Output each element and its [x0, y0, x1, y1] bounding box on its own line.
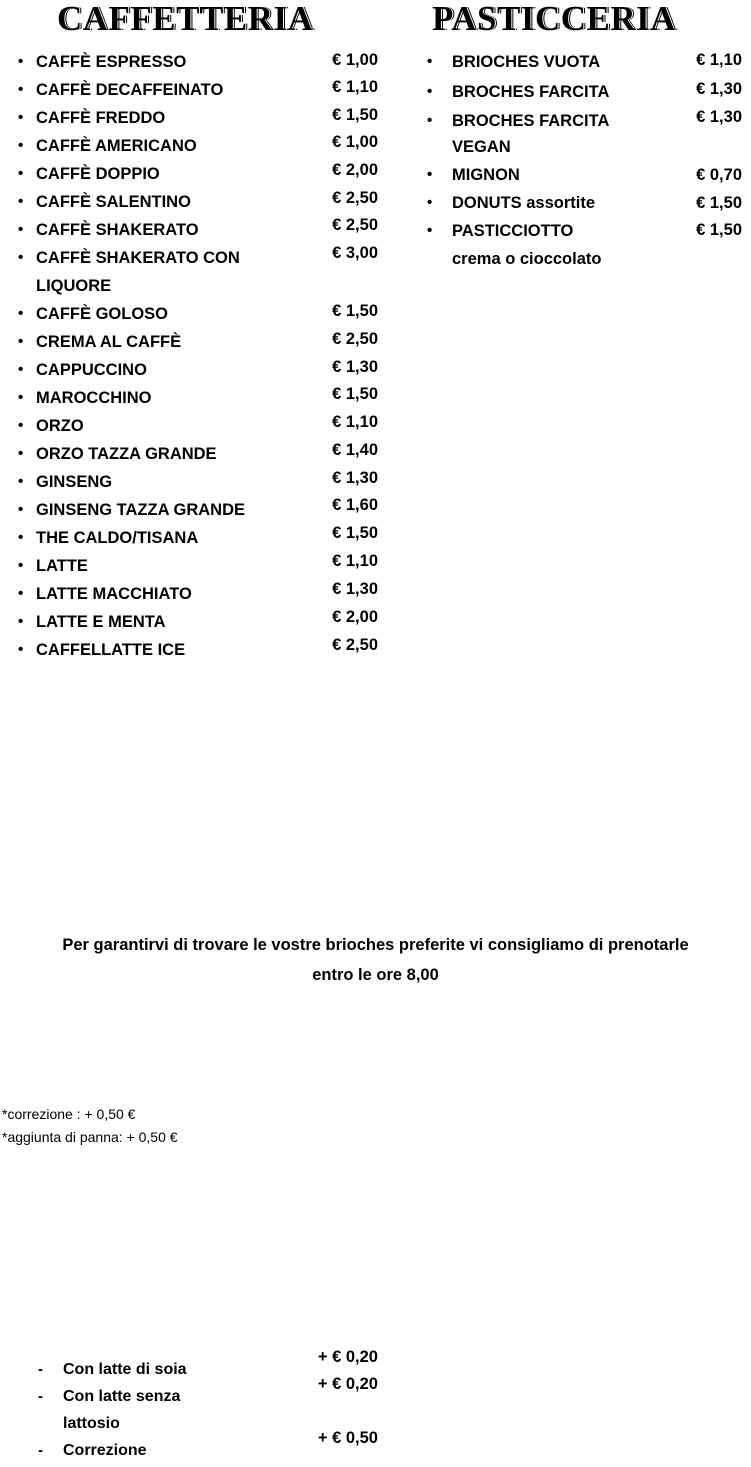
menu-item-price: € 1,60 — [332, 496, 378, 514]
dot-bullet-icon: • — [18, 53, 24, 70]
menu-item-price: € 2,50 — [332, 330, 378, 348]
dot-bullet-icon: • — [18, 137, 24, 154]
menu-item-label: CAFFELLATTE ICE — [36, 641, 186, 659]
menu-item-price: € 1,10 — [332, 78, 378, 96]
dot-bullet-icon: • — [18, 501, 24, 518]
menu-item-price: € 0,70 — [696, 166, 742, 184]
dot-bullet-icon: • — [18, 109, 24, 126]
dot-bullet-icon: • — [18, 557, 24, 574]
menu-item-price: € 1,50 — [696, 221, 742, 239]
menu-item-label: ORZO TAZZA GRANDE — [36, 445, 217, 463]
dash-bullet-icon: - — [38, 1388, 43, 1405]
menu-item-price: € 1,00 — [332, 133, 378, 151]
dot-bullet-icon: • — [18, 613, 24, 630]
dot-bullet-icon: • — [18, 165, 24, 182]
dot-bullet-icon: • — [18, 81, 24, 98]
menu-item-label: crema o cioccolato — [452, 250, 602, 268]
menu-item-label: CAFFÈ FREDDO — [36, 109, 166, 127]
menu-item-label: VEGAN — [452, 138, 511, 156]
menu-item-price: € 1,30 — [332, 358, 378, 376]
notice-line: entro le ore 8,00 — [312, 966, 439, 984]
menu-item-price: € 2,00 — [332, 608, 378, 626]
menu-item-label: MAROCCHINO — [36, 389, 152, 407]
dot-bullet-icon: • — [18, 445, 24, 462]
menu-item-label: CAFFÈ ESPRESSO — [36, 53, 187, 71]
menu-item-price: € 1,10 — [332, 552, 378, 570]
caffetteria-addon-list — [0, 666, 400, 1467]
footnote-line: *correzione : + 0,50 € — [2, 1106, 136, 1122]
menu-item-label: CAPPUCCINO — [36, 361, 147, 379]
menu-item-price: € 1,50 — [332, 385, 378, 403]
menu-item-price: + € 0,50 — [317, 1429, 378, 1447]
dot-bullet-icon: • — [427, 194, 433, 211]
menu-item-label: BRIOCHES VUOTA — [452, 53, 601, 71]
menu-item-label: Correzione — [63, 1442, 147, 1459]
menu-item-label: DONUTS assortite — [452, 194, 596, 212]
caffetteria-item-list — [0, 0, 400, 666]
menu-item-price: € 1,30 — [696, 80, 742, 98]
menu-item-label: BROCHES FARCITA — [452, 83, 610, 101]
menu-item-label: LATTE — [36, 557, 88, 575]
dash-bullet-icon: - — [38, 1361, 43, 1378]
menu-item-price: € 2,50 — [332, 189, 378, 207]
dot-bullet-icon: • — [427, 166, 433, 183]
menu-item-label: CREMA AL CAFFÈ — [36, 333, 182, 351]
menu-item-price: € 2,50 — [332, 636, 378, 654]
menu-item-price: € 1,00 — [332, 51, 378, 69]
dot-bullet-icon: • — [18, 585, 24, 602]
menu-item-label: CAFFÈ SHAKERATO CON — [36, 249, 240, 267]
pasticceria-column — [405, 0, 751, 275]
menu-item-label: PASTICCIOTTO — [452, 222, 574, 240]
booking-notice — [0, 930, 751, 990]
dot-bullet-icon: • — [18, 417, 24, 434]
menu-item-price: € 1,10 — [332, 413, 378, 431]
menu-item-label: LATTE MACCHIATO — [36, 585, 192, 603]
menu-item-label: CAFFÈ GOLOSO — [36, 305, 168, 323]
menu-item-label: CAFFÈ SHAKERATO — [36, 221, 199, 239]
menu-item-price: € 1,50 — [696, 194, 742, 212]
menu-item-label: LATTE E MENTA — [36, 613, 166, 631]
footnote-line: *aggiunta di panna: + 0,50 € — [2, 1129, 178, 1145]
pasticceria-item-list — [405, 0, 751, 275]
menu-item-price: € 1,40 — [332, 441, 378, 459]
menu-item-price: € 1,30 — [332, 469, 378, 487]
menu-item-price: € 1,10 — [696, 51, 742, 69]
menu-item-price: + € 0,20 — [317, 1375, 378, 1393]
menu-item-price: € 1,30 — [696, 108, 742, 126]
menu-item-label: Con latte senza — [63, 1388, 181, 1405]
dot-bullet-icon: • — [427, 53, 433, 70]
menu-item-price: € 2,00 — [332, 161, 378, 179]
dot-bullet-icon: • — [427, 83, 433, 100]
menu-item-label: CAFFÈ SALENTINO — [36, 193, 191, 211]
menu-item-label: GINSENG TAZZA GRANDE — [36, 501, 245, 519]
dot-bullet-icon: • — [18, 361, 24, 378]
menu-item-label: Con latte di soia — [63, 1361, 187, 1378]
dot-bullet-icon: • — [427, 222, 433, 239]
menu-item-label: MIGNON — [452, 166, 520, 184]
dash-bullet-icon: - — [38, 1442, 43, 1459]
section-header-pasticceria: PASTICCERIA — [432, 0, 677, 38]
section-header-caffetteria: CAFFETTERIA — [57, 0, 314, 38]
dot-bullet-icon: • — [18, 221, 24, 238]
notice-line: Per garantirvi di trovare le vostre brioches preferite vi consigliamo di prenotarle — [62, 936, 689, 954]
menu-item-label: THE CALDO/TISANA — [36, 529, 199, 547]
menu-item-label: BROCHES FARCITA — [452, 112, 610, 130]
price-footnotes — [2, 1103, 178, 1149]
menu-item-price: € 1,50 — [332, 106, 378, 124]
dot-bullet-icon: • — [18, 249, 24, 266]
menu-item-price: € 1,30 — [332, 580, 378, 598]
dot-bullet-icon: • — [18, 529, 24, 546]
menu-item-price: € 1,50 — [332, 302, 378, 320]
dot-bullet-icon: • — [18, 473, 24, 490]
menu-item-price: € 2,50 — [332, 216, 378, 234]
dot-bullet-icon: • — [18, 193, 24, 210]
dot-bullet-icon: • — [18, 305, 24, 322]
menu-item-label: LIQUORE — [36, 277, 112, 295]
menu-item-label: CAFFÈ DECAFFEINATO — [36, 81, 224, 99]
menu-item-price: + € 0,20 — [317, 1348, 378, 1366]
menu-item-label: CAFFÈ DOPPIO — [36, 165, 160, 183]
dot-bullet-icon: • — [18, 641, 24, 658]
menu-item-price: € 3,00 — [332, 244, 378, 262]
menu-item-label: CAFFÈ AMERICANO — [36, 137, 197, 155]
dot-bullet-icon: • — [427, 112, 433, 129]
menu-item-label: GINSENG — [36, 473, 113, 491]
menu-item-label: ORZO — [36, 417, 84, 435]
dot-bullet-icon: • — [18, 389, 24, 406]
menu-item-price: € 1,50 — [332, 524, 378, 542]
menu-item-label: lattosio — [63, 1415, 120, 1432]
dot-bullet-icon: • — [18, 333, 24, 350]
